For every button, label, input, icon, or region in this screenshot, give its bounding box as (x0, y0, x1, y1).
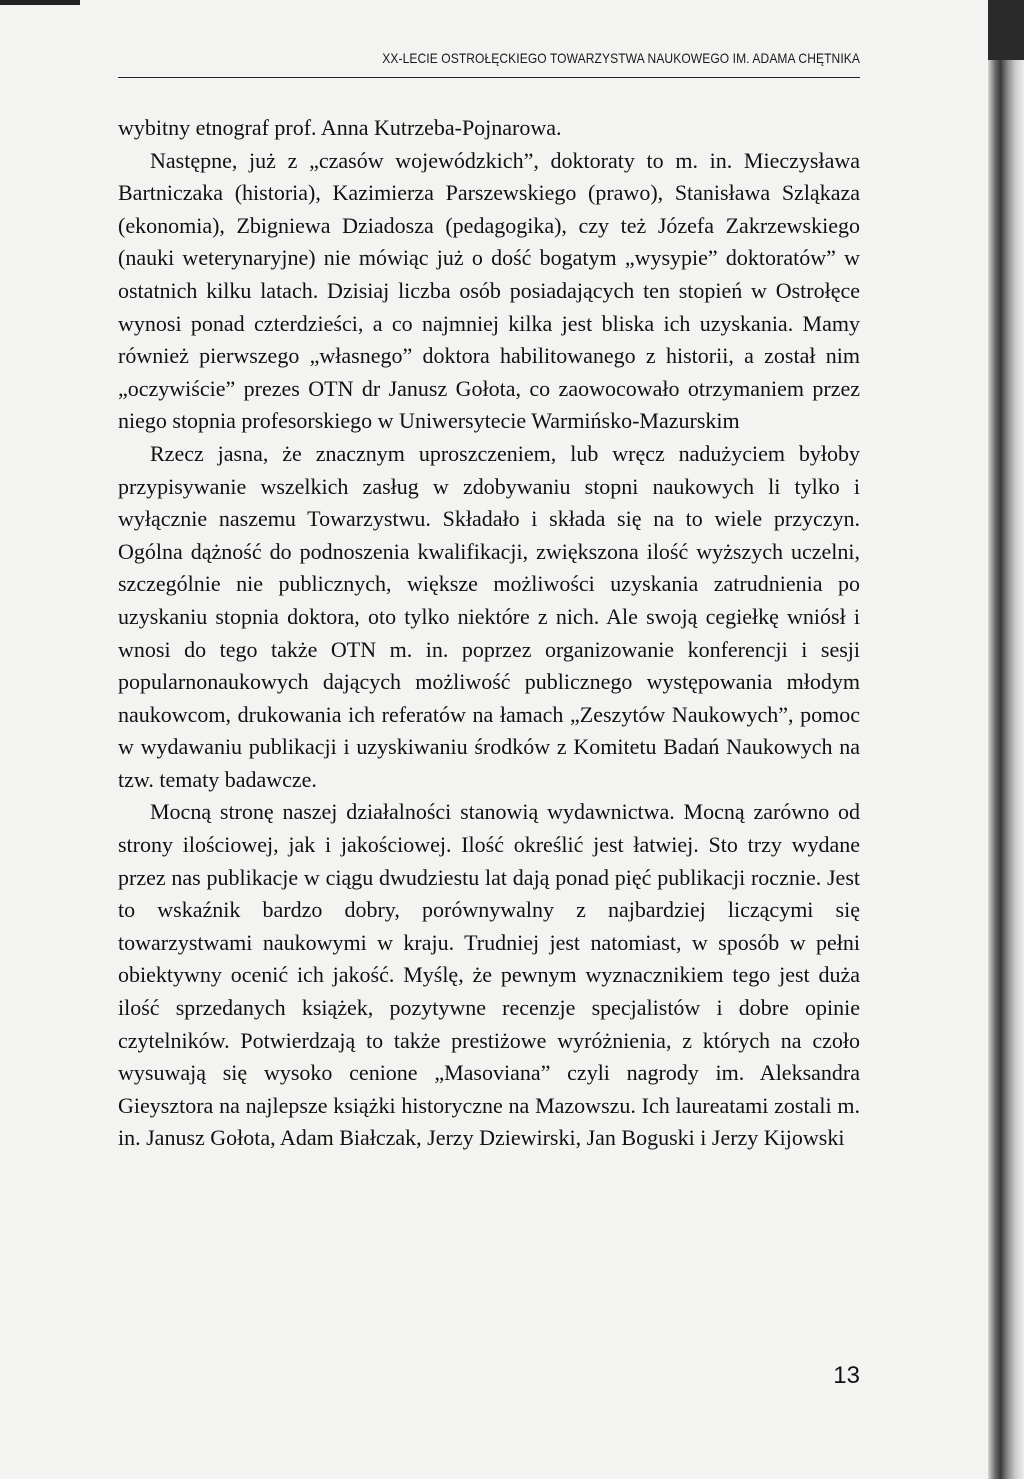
book-spine-cap (988, 0, 1024, 60)
body-text (118, 112, 860, 1155)
header-rule (118, 77, 860, 78)
running-header: XX-LECIE OSTROŁĘCKIEGO TOWARZYSTWA NAUKOWEGO IM. ADAMA CHĘTNIKA (382, 50, 860, 66)
paragraph: Rzecz jasna, że znacznym uproszczeniem, lub wręcz nadużyciem byłoby przypisywanie wszelkich zasług w zdobywaniu stopni naukowych li tylko i wyłącznie naszemu Towarzystwu. Składało i składa się na to wiele przyczyn. Ogólna dążność do podnoszenia kwalifikacji, zwiększona ilość wyższych uczelni, szczególnie nie publicznych, większe możliwości uzyskania zatrudnienia po uzyskaniu stopnia doktora, oto tylko niektóre z nich. Ale swoją cegiełkę wniósł i wnosi do tego także OTN m. in. poprzez organizowanie konferencji i sesji popularnonaukowych dających możliwość publicznego występowania młodym naukowcom, drukowania ich referatów na łamach „Zeszytów Naukowych”, pomoc w wydawaniu publikacji i uzyskiwaniu środków z Komitetu Badań Naukowych na tzw. tematy badawcze. (118, 440, 860, 792)
page-number: 13 (833, 1362, 860, 1389)
paragraph: Następne, już z „czasów wojewódzkich”, doktoraty to m. in. Mieczysława Bartniczaka (historia), Kazimierza Parszewskiego (prawo), Stanisława Szląkaza (ekonomia), Zbigniewa Dziadosza (pedagogika), czy też Józefa Zakrzewskiego (nauki weterynaryjne) nie mówiąc już o dość bogatym „wysypie” doktoratów” w ostatnich kilku latach. Dzisiaj liczba osób posiadających ten stopień w Ostrołęce wynosi ponad czterdzieści, a co najmniej kilka jest bliska ich uzyskania. Mamy również pierwszego „własnego” doktora habilitowanego z historii, a został nim „oczywiście” prezes OTN dr Janusz Gołota, co zaowocowało otrzymaniem przez niego stopnia profesorskiego w Uniwersytecie Warmińsko-Mazurskim (118, 147, 860, 434)
paragraph: Mocną stronę naszej działalności stanowią wydawnictwa. Mocną zarówno od strony ilościowej, jak i jakościowej. Ilość określić jest łatwiej. Sto trzy wydane przez nas publikacje w ciągu dwudziestu lat dają ponad pięć publikacji rocznie. Jest to wskaźnik bardzo dobry, porównywalny z najbardziej liczącymi się towarzystwami naukowymi w kraju. Trudniej jest natomiast, w sposób w pełni obiektywny ocenić ich jakość. Myślę, że pewnym wyznacznikiem tego jest duża ilość sprzedanych książek, pozytywne recenzje specjalistów i dobre opinie czytelników. Potwierdzają to także prestiżowe wyróżnienia, z których na czoło wysuwają się wysoko cenione „Masoviana” czyli nagrody im. Aleksandra Gieysztora na najlepsze książki historyczne na Mazowszu. Ich laureatami zostali m. in. Janusz Gołota, Adam Białczak, Jerzy Dziewirski, Jan Boguski i Jerzy Kijowski (118, 799, 860, 1151)
paragraph: wybitny etnograf prof. Anna Kutrzeba-Pojnarowa. (118, 115, 562, 140)
scan-edge-mark (0, 0, 80, 5)
book-spine-shadow (988, 0, 1024, 1479)
